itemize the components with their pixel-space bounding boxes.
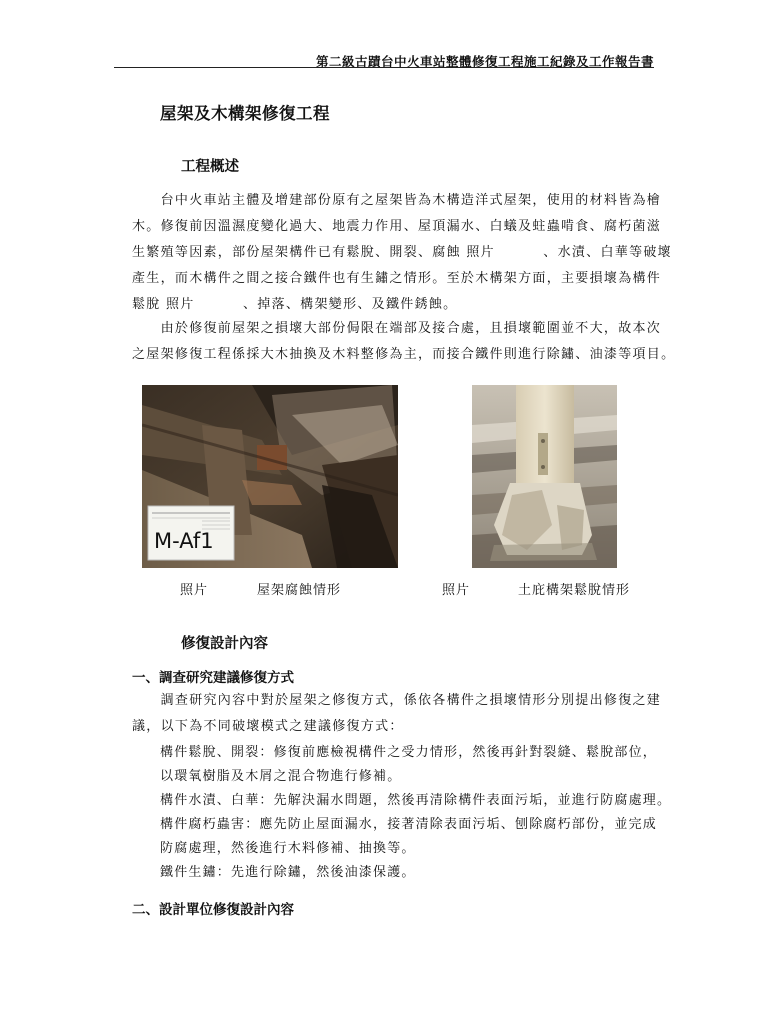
- text-line: 調查研究內容中對於屋架之修復方式，係依各構件之損壞情形分別提出修復之建: [132, 693, 662, 708]
- section-1-intro: [132, 688, 662, 740]
- overview-paragraph-2: [132, 316, 676, 368]
- photo-roof-truss: [142, 385, 398, 568]
- list-item: 構件腐朽蟲害：應先防止屋面漏水，接著清除表面污垢、刨除腐朽部份，並完成: [160, 817, 658, 832]
- list-item: 構件水漬、白華：先解決漏水問題，然後再清除構件表面污垢，並進行防腐處理。: [160, 793, 672, 808]
- repair-method-list: [160, 741, 671, 885]
- photo-sign-label: M-Af1: [154, 529, 214, 553]
- text-line: 鬆脫 照片 、掉落、構架變形、及鐵件銹蝕。: [132, 297, 458, 312]
- text-line: 產生，而木構件之間之接合鐵件也有生鏽之情形。至於木構架方面，主要損壞為構件: [132, 271, 662, 286]
- section-1-title: 一、調查研究建議修復方式: [132, 670, 294, 686]
- text-line: 台中火車站主體及增建部份原有之屋架皆為木構造洋式屋架，使用的材料皆為檜: [132, 193, 662, 208]
- header-divider: [114, 67, 654, 68]
- list-item: 防腐處理，然後進行木料修補、抽換等。: [160, 841, 416, 856]
- repair-design-heading: 修復設計內容: [181, 636, 268, 652]
- photo-2-caption-label: 照片: [442, 583, 471, 598]
- list-item: 鐵件生鏽：先進行除鏽，然後油漆保護。: [160, 865, 416, 880]
- text-line: 之屋架修復工程係採大木抽換及木料整修為主，而接合鐵件則進行除鏽、油漆等項目。: [132, 347, 676, 362]
- photo-column-base: [472, 385, 617, 568]
- text-line: 生繁殖等因素，部份屋架構件已有鬆脫、開裂、腐蝕 照片 、水漬、白華等破壞: [132, 245, 672, 260]
- text-line: 議，以下為不同破壞模式之建議修復方式：: [132, 719, 404, 734]
- photo-1-caption-label: 照片: [180, 583, 209, 598]
- list-item: 構件鬆脫、開裂：修復前應檢視構件之受力情形，然後再針對裂縫、鬆脫部位，: [160, 745, 658, 760]
- list-item: 以環氧樹脂及木屑之混合物進行修補。: [160, 769, 402, 784]
- overview-heading: 工程概述: [181, 159, 239, 175]
- page-title: 屋架及木構架修復工程: [160, 104, 330, 123]
- photo-2-caption-text: 土庇構架鬆脫情形: [518, 583, 631, 598]
- overview-paragraph-1: [132, 188, 672, 318]
- photo-1-caption-text: 屋架腐蝕情形: [257, 583, 342, 598]
- text-line: 由於修復前屋架之損壞大部份侷限在端部及接合處，且損壞範圍並不大，故本次: [132, 321, 662, 336]
- page-header: 第二級古蹟台中火車站整體修復工程施工紀錄及工作報告書: [315, 54, 654, 69]
- section-2-title: 二、設計單位修復設計內容: [132, 902, 294, 918]
- text-line: 木。修復前因溫濕度變化過大、地震力作用、屋頂漏水、白蟻及蛀蟲啃食、腐朽菌滋: [132, 219, 662, 234]
